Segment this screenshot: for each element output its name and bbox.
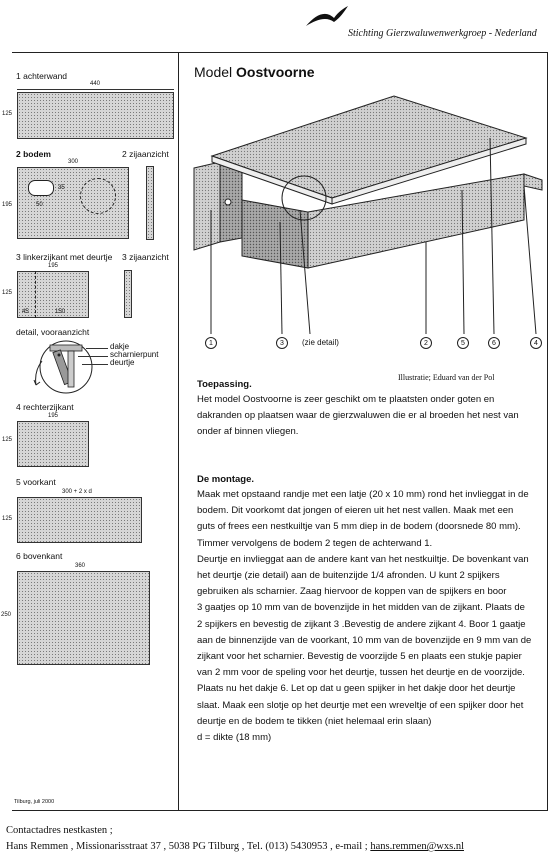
montage-line: d = dikte (18 mm) — [197, 732, 272, 744]
part-6-label: 6 bovenkant — [16, 551, 63, 561]
part-5-board — [17, 497, 142, 543]
part-3-height: 125 — [2, 290, 13, 296]
montage-section — [197, 472, 543, 746]
montage-line: van 2 mm voor de speling voor het deurtje, tussen het deurtje en de voorzijde. — [197, 667, 525, 679]
montage-line: gebruiken als scharnier. Zaag hiervoor de koppen van de spijkers en boor — [197, 586, 507, 598]
montage-line: zijkant voor het scharnier. Bevestig de voorzijde 5 en plaats een stukje papier — [197, 651, 522, 663]
callout-2: 2 — [420, 337, 432, 349]
montage-line: aan de binnenzijde van de voorkant, 10 mm van de bovenzijde en 9 mm van de — [197, 634, 532, 646]
montage-line: Maak met opstaand randje met een latje (20 x 10 mm) rond het invliegga​t in de — [197, 489, 529, 500]
part-4-width: 195 — [48, 413, 59, 419]
montage-heading: De montage. — [197, 474, 255, 485]
callout-6: 6 — [488, 337, 500, 349]
page-title — [194, 64, 315, 80]
bottom-rule — [12, 810, 548, 811]
org-name: Stichting Gierzwaluwenwerkgroep - Nederland — [348, 28, 537, 39]
montage-line: 3 gaatjes op 10 mm van de bovenzijde in het midden van de zijkant. Plaats de — [197, 602, 525, 614]
callout-3: 3 — [276, 337, 288, 349]
part-1-board — [17, 92, 174, 139]
montage-line: guts of frees een nestkuiltje van 5 mm diep in de bodem (doorsnede 80 mm). — [197, 521, 521, 533]
door-line — [35, 271, 36, 318]
detail-drawing — [32, 337, 102, 399]
part-2-side-label: 2 zijaanzicht — [122, 149, 169, 159]
toepassing-heading: Toepassing. — [197, 379, 252, 390]
part-3-label: 3 linkerzijkant met deurtje — [16, 252, 113, 262]
part-2-label: 2 bodem — [16, 149, 51, 159]
montage-line: Timmer vervolgens de bodem 2 tegen de achterwand 1. — [197, 537, 433, 549]
part-6-width: 360 — [75, 563, 86, 569]
callout-5: 5 — [457, 337, 469, 349]
part-5-label: 5 voorkant — [16, 477, 56, 487]
part-6-board — [17, 571, 150, 665]
part-2-dim-b: 50 — [36, 202, 43, 208]
montage-line: deurtje en de bodem te tikken (niet helemaal erin slaan) — [197, 715, 432, 727]
montage-line: slaat. Maak een slotje op het deurtje met een wreveltje of een spijker door het — [197, 699, 524, 711]
part-1-height: 125 — [2, 111, 13, 117]
detail-label: detail, vooraanzicht — [16, 327, 90, 337]
title-prefix: Model — [194, 64, 237, 80]
part-2-width: 300 — [68, 159, 79, 165]
montage-line: Deurtje en invliegga​t aan de andere kant van het nestkuiltje. De bovenkant van — [197, 553, 529, 565]
montage-line: Plaats nu het dakje 6. Let op dat u geen spijker in het dakje door het deurtje — [197, 683, 516, 695]
legend-scharnierpunt: scharnierpunt — [110, 350, 159, 360]
toepassing-line: onder af binnen vliegen. — [197, 426, 299, 438]
nest-hollow — [80, 178, 116, 214]
illustration-credit: Illustratie; Eduard van der Pol — [398, 373, 495, 382]
part-3-width: 195 — [48, 263, 59, 269]
contact-text: Hans Remmen , Missionarisstraat 37 , 5038 PG Tilburg , Tel. (013) 5430953 , e-mail ; — [6, 841, 368, 852]
part-1-label: 1 achterwand — [16, 71, 68, 81]
title-name: Oostvoorne — [236, 64, 315, 80]
part-3-side-label: 3 zijaanzicht — [122, 252, 169, 262]
part-1-width: 440 — [90, 81, 101, 87]
entrance-hole — [28, 180, 54, 196]
part-4-board — [17, 421, 89, 467]
contact-email-link[interactable]: hans.remmen@wxs.nl — [370, 841, 464, 852]
legend-dakje: dakje — [110, 342, 130, 351]
montage-line: het deurtje (zie detail) aan de buitenzijde 1/4 afronden. U kunt 2 spijkers — [197, 570, 500, 582]
toepassing-line: dakranden op plaatsen waar de gierzwaluwen die er al broeden het nest van — [197, 410, 519, 422]
top-rule — [12, 52, 548, 53]
part-2-side-view — [146, 166, 154, 240]
part-4-height: 125 — [2, 437, 13, 443]
part-3-dim-a: 45 — [22, 309, 29, 315]
part-6-height: 250 — [1, 612, 12, 618]
callout-1: 1 — [205, 337, 217, 349]
callout-detail: (zie detail) — [302, 338, 339, 347]
logo-swift — [304, 4, 350, 30]
left-column-border — [178, 52, 179, 810]
montage-line: bodem. Dit voorkomt dat jongen of eieren uit het nest vallen. Maak met een — [197, 505, 514, 517]
callout-4: 4 — [530, 337, 542, 349]
part-5-width: 300 + 2 x d — [62, 489, 92, 495]
montage-line: 2 spijkers en bevestig de zijkant 3 .Bevestig de andere zijkant 4. Boor 1 gaatje — [197, 618, 526, 630]
contact-heading: Contactadres nestkasten ; — [6, 825, 113, 836]
contact-line — [6, 841, 464, 852]
part-3-side-view — [124, 270, 132, 318]
part-4-label: 4 rechterzijkant — [16, 402, 74, 412]
legend-deurtje: deurtje — [110, 358, 135, 368]
toepassing-section — [197, 378, 543, 441]
nestbox-illustration — [180, 90, 548, 342]
footer-left-date: Tilburg, juli 2000 — [14, 799, 55, 805]
part-2-height: 195 — [2, 202, 13, 208]
part-5-height: 125 — [2, 516, 13, 522]
part-3-dim-b: 150 — [55, 309, 66, 315]
part-2-dim-a: 35 — [58, 185, 65, 191]
toepassing-line: Het model Oostvoorne is zeer geschikt om te plaatsten onder goten en — [197, 394, 495, 405]
